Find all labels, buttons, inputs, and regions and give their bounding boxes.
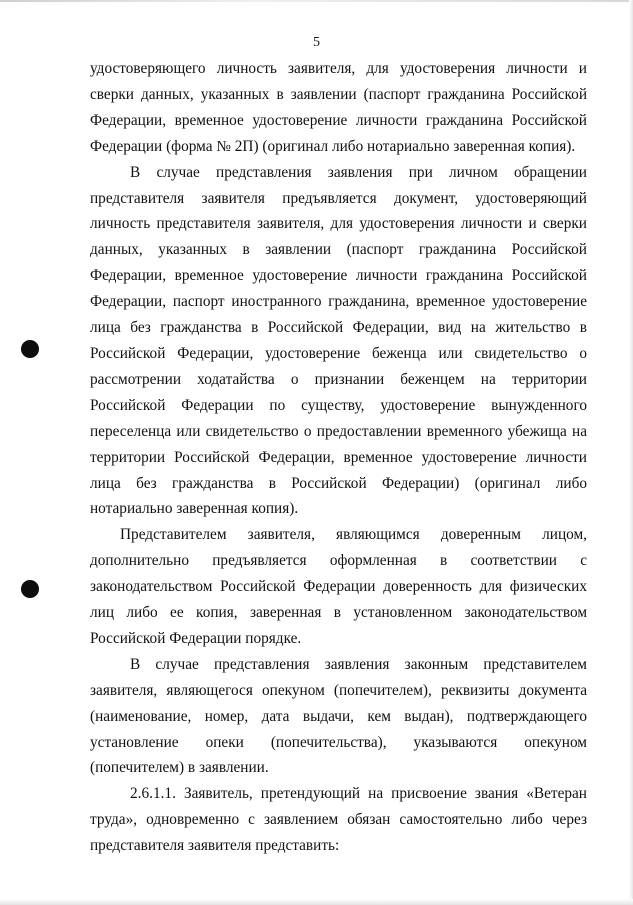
paragraph-continuation: удостоверяющего личность заявителя, для удостоверения личности и сверки данных, указанных в заявлении (паспорт гражданина Российской Федерации, временное удостоверение личности гражданина Российской Федерации (форма № 2П) (оригинал либо нотариально заверенная копия). [90,60,587,155]
paragraph-2-6-1-1: 2.6.1.1. Заявитель, претендующий на присвоение звания «Ветеран труда», одновременно с заявлением обязан самостоятельно либо через представителя заявителя представить: [90,785,587,855]
paragraph-trusted-person: Представителем заявителя, являющимся доверенным лицом, дополнительно предъявляется оформленная в соответствии с законодательством Российской Федерации доверенность для физических лиц либо ее копия, заверенная в установленном законодательством Российской Федерации порядке. [90,526,587,647]
scan-edge-top [0,0,633,2]
paragraph-representative-identity: В случае представления заявления при личном обращении представителя заявителя предъявляется документ, удостоверяющий личность представителя заявителя, для удостоверения личности и сверки данных, указанных в заявлении (паспорт гражданина Российской Федерации, временное удостоверение личности гражданина Российской Федерации, паспорт иностранного гражданина, временное удостоверение лица без гражданства в Российской Федерации, вид на жительство в Российской Федерации, удостоверение беженца или свидетельство о рассмотрении ходатайства о признании беженцем на территории Российской Федерации по существу, удостоверение вынужденного переселенца или свидетельство о предоставлении временного убежища на территории Российской Федерации, временное удостоверение личности лица без гражданства в Российской Федерации) (оригинал либо нотариально заверенная копия). [90,163,587,518]
scan-edge-right [629,0,633,905]
document-body [90,56,587,859]
paragraph-legal-representative: В случае представления заявления законным представителем заявителя, являющегося опекуном (попечителем), реквизиты документа (наименование, номер, дата выдачи, кем выдан), подтверждающего установление опеки (попечительства), указываются опекуном (попечителем) в заявлении. [90,655,587,777]
page-number: 5 [313,35,320,50]
punch-hole-upper [21,340,39,358]
scan-edge-bottom [0,899,633,905]
punch-hole-lower [21,580,39,598]
